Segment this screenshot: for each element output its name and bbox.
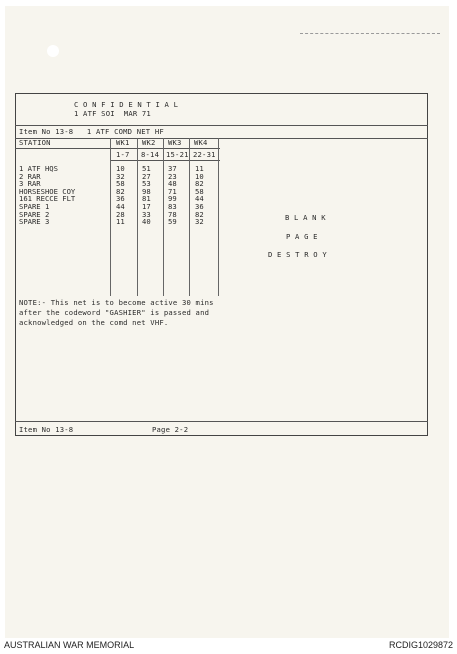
- wk1-column: [116, 165, 125, 226]
- table-cell: 27: [142, 171, 151, 181]
- column-divider: [137, 138, 138, 296]
- station-name: HORSESHOE COY: [19, 186, 76, 196]
- table-cell: 10: [116, 164, 125, 173]
- table-cell: 48: [168, 179, 177, 189]
- table-cell: 17: [142, 201, 151, 211]
- week-header: WK2: [142, 138, 156, 147]
- punch-hole: [47, 45, 59, 57]
- table-cell: 53: [142, 179, 151, 189]
- blank-page-stamp-line1: B L A N K: [285, 213, 326, 222]
- wk4-column: [195, 165, 204, 226]
- table-cell: 82: [195, 179, 204, 189]
- table-cell: 78: [168, 209, 177, 219]
- top-rule: [300, 33, 440, 34]
- station-name: 2 RAR: [19, 171, 41, 181]
- column-divider: [110, 138, 111, 296]
- document-subtitle: 1 ATF SOI MAR 71: [74, 109, 151, 118]
- station-name: SPARE 2: [19, 209, 50, 219]
- table-cell: 36: [195, 201, 204, 211]
- table-cell: 23: [168, 171, 177, 181]
- table-cell: 98: [142, 186, 151, 196]
- wk2-column: [142, 165, 151, 226]
- table-cell: 51: [142, 164, 151, 173]
- table-cell: 32: [116, 171, 125, 181]
- week-range: 22-31: [193, 150, 216, 159]
- week-range: 15-21: [166, 150, 189, 159]
- rule: [15, 421, 428, 422]
- note-line: NOTE:- This net is to become active 30 mins: [19, 298, 214, 307]
- table-cell: 59: [168, 217, 177, 227]
- table-cell: 71: [168, 186, 177, 196]
- footer-item-number: Item No 13-8: [19, 425, 74, 434]
- signal-table-frame: [15, 93, 428, 436]
- table-cell: 44: [116, 201, 125, 211]
- note-line: acknowledged on the comd net VHF.: [19, 318, 169, 327]
- table-cell: 44: [195, 194, 204, 204]
- table-cell: 32: [195, 217, 204, 227]
- station-name: 161 RECCE FLT: [19, 194, 76, 204]
- station-name: 1 ATF HQS: [19, 164, 58, 173]
- table-cell: 28: [116, 209, 125, 219]
- column-divider: [189, 138, 190, 296]
- footer-page-number: Page 2-2: [152, 425, 189, 434]
- week-header: WK4: [194, 138, 208, 147]
- station-name: 3 RAR: [19, 179, 41, 189]
- table-cell: 10: [195, 171, 204, 181]
- table-cell: 33: [142, 209, 151, 219]
- rule: [15, 138, 428, 139]
- archive-credit: AUSTRALIAN WAR MEMORIAL: [4, 640, 135, 650]
- table-cell: 58: [195, 186, 204, 196]
- table-cell: 99: [168, 194, 177, 204]
- blank-page-stamp-line3: D E S T R O Y: [268, 250, 327, 259]
- week-range: 1-7: [116, 150, 130, 159]
- table-cell: 83: [168, 201, 177, 211]
- station-name: SPARE 3: [19, 217, 50, 227]
- table-cell: 11: [116, 217, 125, 227]
- wk3-column: [168, 165, 177, 226]
- station-name: SPARE 1: [19, 201, 50, 211]
- column-divider: [163, 138, 164, 296]
- rule: [15, 125, 428, 126]
- week-header: WK1: [116, 138, 130, 147]
- table-cell: 36: [116, 194, 125, 204]
- table-cell: 11: [195, 164, 204, 173]
- table-cell: 40: [142, 217, 151, 227]
- table-cell: 81: [142, 194, 151, 204]
- week-header: WK3: [168, 138, 182, 147]
- table-cell: 82: [195, 209, 204, 219]
- station-column-header: STATION: [19, 138, 51, 147]
- archive-reference: RCDIG1029872: [388, 640, 453, 650]
- classification-heading: C O N F I D E N T I A L: [74, 100, 179, 109]
- blank-page-stamp-line2: P A G E: [286, 232, 318, 241]
- note-line: after the codeword "GASHIER" is passed and: [19, 308, 210, 317]
- table-cell: 58: [116, 179, 125, 189]
- table-cell: 82: [116, 186, 125, 196]
- rule: [110, 160, 220, 161]
- item-line: Item No 13-8 1 ATF COMD NET HF: [19, 127, 164, 136]
- column-divider: [218, 138, 219, 296]
- week-range: 8-14: [141, 150, 160, 159]
- station-list: [19, 165, 75, 226]
- table-cell: 37: [168, 164, 177, 173]
